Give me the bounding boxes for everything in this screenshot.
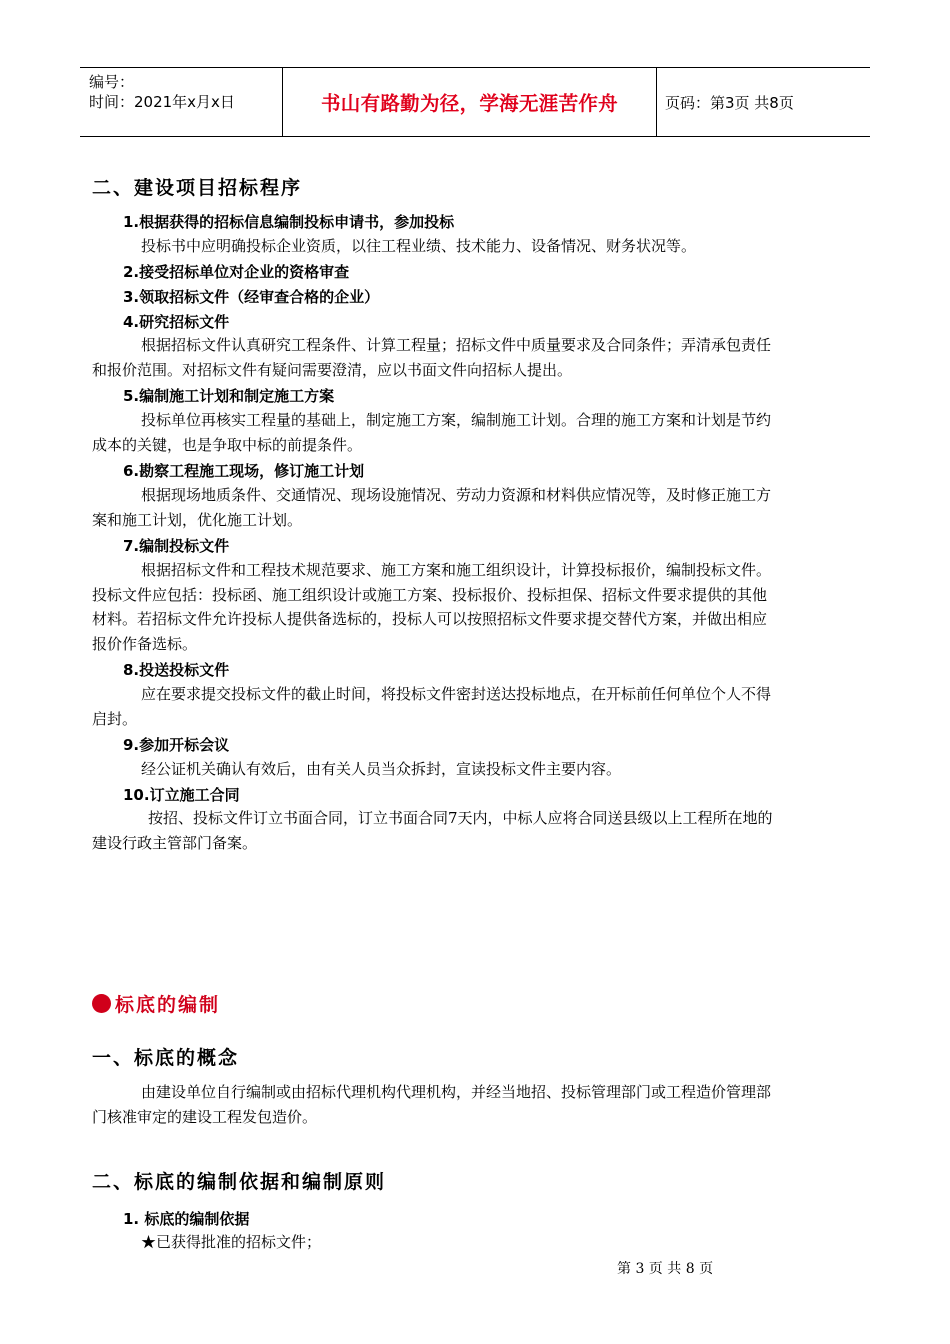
- item-text-5-line-1: 投标单位再核实工程量的基础上，制定施工方案，编制施工计划。合理的施工方案和计划是节约: [141, 411, 772, 429]
- item-text-4-line-1: 根据招标文件认真研究工程条件、计算工程量；招标文件中质量要求及合同条件；弄清承包责任: [141, 336, 772, 354]
- item-text-10-line-2: 建设行政主管部门备案。: [92, 834, 258, 852]
- red-section-heading: [92, 990, 220, 1017]
- item-text-1-line-1: 投标书中应明确投标企业资质，以往工程业绩、技术能力、设备情况、财务状况等。: [141, 237, 697, 255]
- item-text-8-line-2: 启封。: [92, 710, 138, 728]
- item-text-5-line-2: 成本的关键，也是争取中标的前提条件。: [92, 436, 363, 454]
- basis-item-title: 1. 标底的编制依据: [123, 1210, 250, 1228]
- item-title-1: 1.根据获得的招标信息编制投标申请书，参加投标: [123, 213, 455, 231]
- item-title-8: 8.投送投标文件: [123, 661, 230, 679]
- item-text-8-line-1: 应在要求提交投标文件的截止时间，将投标文件密封送达投标地点，在开标前任何单位个人不得: [141, 685, 772, 703]
- item-text-7-line-2: 投标文件应包括：投标函、施工组织设计或施工方案、投标报价、投标担保、招标文件要求提供的其他: [92, 586, 768, 604]
- item-title-9: 9.参加开标会议: [123, 736, 230, 754]
- page-footer: 第 3 页 共 8 页: [617, 1261, 714, 1277]
- item-text-7-line-3: 材料。若招标文件允许投标人提供备选标的，投标人可以按照招标文件要求提交替代方案，并做出相应: [92, 610, 768, 628]
- item-text-6-line-1: 根据现场地质条件、交通情况、现场设施情况、劳动力资源和材料供应情况等，及时修正施工方: [141, 486, 772, 504]
- bullet-dot-icon: [92, 994, 111, 1013]
- concept-text-line-1: 由建设单位自行编制或由招标代理机构代理机构，并经当地招、投标管理部门或工程造价管理部: [141, 1083, 772, 1101]
- header-meta: [80, 68, 283, 136]
- item-text-6-line-2: 案和施工计划，优化施工计划。: [92, 511, 303, 529]
- item-title-4: 4.研究招标文件: [123, 313, 230, 331]
- page-header: [80, 67, 870, 137]
- item-title-7: 7.编制投标文件: [123, 537, 230, 555]
- item-text-10-line-1: 按招、投标文件订立书面合同，订立书面合同7天内，中标人应将合同送县级以上工程所在地的: [148, 809, 773, 827]
- section-heading-bidding-procedure: 二、建设项目招标程序: [92, 177, 303, 199]
- item-title-5: 5.编制施工计划和制定施工方案: [123, 387, 335, 405]
- time-label: 时间：2021年x月x日: [89, 93, 235, 111]
- header-page-info: 页码：第3页 共8页: [665, 93, 794, 112]
- number-label: 编号：: [89, 73, 135, 91]
- basis-bullet: ★已获得批准的招标文件；: [141, 1233, 322, 1251]
- item-title-2: 2.接受招标单位对企业的资格审查: [123, 263, 350, 281]
- concept-text-line-2: 门核准审定的建设工程发包造价。: [92, 1108, 318, 1126]
- header-motto: 书山有路勤为径，学海无涯苦作舟: [283, 68, 657, 136]
- subsection-heading-basis: 二、标底的编制依据和编制原则: [92, 1171, 387, 1193]
- item-text-4-line-2: 和报价范围。对招标文件有疑问需要澄清，应以书面文件向招标人提出。: [92, 361, 573, 379]
- item-text-7-line-1: 根据招标文件和工程技术规范要求、施工方案和施工组织设计，计算投标报价，编制投标文件。: [141, 561, 772, 579]
- red-section-heading-text: 标底的编制: [115, 994, 221, 1016]
- item-title-6: 6.勘察工程施工现场，修订施工计划: [123, 462, 365, 480]
- item-title-3: 3.领取招标文件（经审查合格的企业）: [123, 288, 380, 306]
- subsection-heading-concept: 一、标底的概念: [92, 1047, 240, 1069]
- item-text-9-line-1: 经公证机关确认有效后，由有关人员当众拆封，宣读投标文件主要内容。: [141, 760, 622, 778]
- item-text-7-line-4: 报价作备选标。: [92, 635, 198, 653]
- item-title-10: 10.订立施工合同: [123, 786, 240, 804]
